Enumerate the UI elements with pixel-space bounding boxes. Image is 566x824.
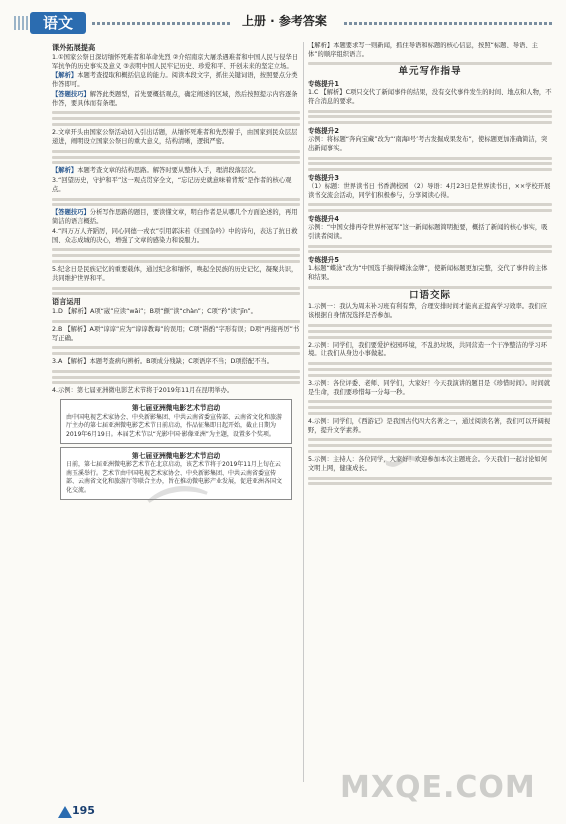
exercise-label: 专练提升2 (308, 127, 339, 136)
page-header (14, 10, 554, 36)
answer-paragraph: 5.纪念日是民族记忆的重要载体，通过纪念和缅怀，唤起全民族的历史记忆，凝聚共识，共同维护世界和平。 (52, 266, 298, 282)
page-number-triangle-icon (58, 806, 72, 818)
answer-paragraph: 1.C 【解析】C项只交代了新闻事件的结果，没有交代事件发生的时间、地点和人物，不符合消息的要求。 (308, 89, 552, 105)
analysis-paragraph: 【解析】本题要求写一则新闻，抓住导语和标题的核心信息，按照“标题、导语、主体”的顺序组织语言。 (308, 42, 538, 58)
answer-paragraph: 5.示例：主持人：各位同学，大家好！欢迎参加本次主题班会。今天我们一起讨论如何文明上网，健康成长。 (308, 456, 547, 472)
blurred-text-line (52, 376, 300, 379)
tip-tag: 【答题技巧】 (52, 209, 90, 217)
tip-text: 分析写作思路的题目，要读懂文章，明白作者是从哪几个方面论述的，再用简洁的语言概括。 (52, 209, 298, 226)
answer-paragraph: （1）标题：世界读书日 书香满校园 （2）导语：4月23日是世界读书日，××学校开展读书交流会活动，同学们积极参与，分享阅读心得。 (308, 182, 551, 199)
blurred-text-line (308, 168, 552, 171)
section-title-oral: 口语交际 (408, 289, 451, 301)
answer-paragraph: 4.示例：同学们，《西游记》是我国古代四大名著之一，通过阅读名著，我们可以开阔视野，提升文学素养。 (308, 417, 551, 434)
header-stripes-decoration (14, 16, 28, 30)
news-box-text: 日前，第七届亚洲微电影艺术节在北京启动，该艺术节将于2019年11月上旬在云南玉溪举行。艺术节由中国电视艺术家协会、中央新影集团、中共云南省委宣传部、云南省文化和旅游厅等联合主办，旨在推动微电影产业发展，促进亚洲各国文化交流。 (66, 461, 283, 494)
header-divider-left (92, 22, 232, 25)
blurred-text-line (308, 406, 552, 409)
exercise-label: 专练提升3 (308, 174, 339, 183)
blurred-text-line (308, 209, 552, 212)
subject-logo: 语文 (30, 12, 86, 34)
blurred-text-line (308, 438, 552, 441)
blurred-text-line (308, 115, 552, 118)
blurred-text-line (308, 477, 552, 480)
blurred-text-line (52, 203, 300, 206)
blurred-text-line (52, 381, 300, 384)
answer-paragraph: 3.A 【解析】本题考查病句辨析。B项成分残缺；C项语序不当；D项搭配不当。 (52, 358, 274, 366)
section-title-writing: 单元写作指导 (398, 66, 462, 78)
analysis-text: 本题考查文章的结构思路。解答时要从整体入手，理清段落层次。 (77, 167, 260, 175)
news-box-text: 由中国电视艺术家协会、中央新影集团、中共云南省委宣传部、云南省文化和旅游厅主办的第七届亚洲微电影艺术节日前启动，作品征集即日起开始，截止日期为2019年6月19日。本届艺术节以“光影中国·影像亚洲”为主题，设置多个奖项。 (66, 413, 283, 438)
blurred-text-line (52, 287, 300, 290)
blurred-text-line (52, 346, 300, 349)
blurred-text-line (308, 157, 552, 160)
header-divider-right (344, 22, 554, 25)
blurred-text-line (308, 324, 552, 327)
answer-paragraph: 3.示例：各位评委、老师、同学们，大家好！今天我演讲的题目是《珍惜时间》。时间就是生命，我们要珍惜每一分每一秒。 (308, 379, 551, 396)
blurred-text-line (308, 412, 552, 415)
blurred-text-line (308, 245, 552, 248)
news-sample-box-1 (60, 399, 292, 443)
exercise-label: 专练提升4 (308, 215, 339, 224)
blurred-text-line (52, 123, 300, 126)
left-column (52, 42, 300, 792)
blurred-text-line (308, 482, 552, 485)
tip-tag: 【答题技巧】 (52, 90, 90, 98)
right-column (308, 42, 552, 787)
blurred-text-line (52, 352, 300, 355)
exercise-label: 专练提升5 (308, 256, 339, 265)
blurred-text-line (308, 368, 552, 371)
column-divider (303, 42, 304, 782)
section-title-extension: 课外拓展提高 (52, 43, 96, 52)
answer-paragraph: 1.标题“蝶泳”改为“中国选手摘得蝶泳金牌”，使新闻标题更加完整，交代了事件的主体和结果。 (308, 265, 548, 281)
site-watermark: MXQE.COM (340, 770, 536, 805)
exercise-label: 专练提升1 (308, 80, 339, 89)
answer-paragraph: 1.①国家公祭日深切缅怀死难者和革命先烈 ②介绍南京大屠杀遇难者和中国人民与侵华日军抗争的历史事实及意义 ③表明中国人民牢记历史、珍爱和平、开创未来的坚定立场。 (52, 53, 298, 70)
blurred-text-line (308, 330, 552, 333)
blurred-text-line (308, 121, 552, 124)
blurred-text-line (52, 117, 300, 120)
answer-paragraph: 2.示例：同学们，我们要爱护校园环境，不乱扔垃圾，共同营造一个干净整洁的学习环境。让我们从身边小事做起。 (308, 341, 547, 358)
page-number: 195 (72, 804, 95, 817)
handwritten-mark: ⌒ (146, 479, 216, 557)
answer-paragraph: 示例：“中国女排再夺世界杯冠军”这一新闻标题简明扼要，概括了新闻的核心事实，吸引读者阅读。 (308, 224, 548, 240)
blurred-text-line (308, 400, 552, 403)
blurred-text-line (308, 362, 552, 365)
tip-paragraph (52, 209, 300, 227)
blurred-text-line (52, 111, 300, 114)
header-title: 上册 · 参考答案 (242, 14, 327, 28)
blurred-text-line (308, 336, 552, 339)
blurred-text-line (308, 110, 552, 113)
answer-paragraph: 4.“四万万人齐蹈厉，同心同德一戎衣”引用郭沫若《归国杂吟》中的诗句，表达了抗日救国、众志成城的决心，增强了文章的感染力和说服力。 (52, 227, 298, 244)
answer-paragraph: 4.示例：第七届亚洲微电影艺术节将于2019年11月在昆明举办。 (52, 387, 234, 395)
blurred-text-line (308, 162, 552, 165)
blurred-text-line (308, 374, 552, 377)
analysis-tag: 【解析】 (52, 167, 78, 175)
blurred-text-line (52, 370, 300, 373)
blurred-text-line (52, 292, 300, 295)
blurred-text-line (52, 260, 300, 263)
analysis-paragraph (52, 167, 300, 176)
answer-paragraph: 2.B 【解析】A项“谆谆”应为“谆谆教诲”的误用；C项“斟酌”字形有误；D项“再接再厉”书写正确。 (52, 325, 300, 342)
blurred-text-line (52, 156, 300, 159)
blurred-text-line (52, 254, 300, 257)
blurred-text-line (52, 150, 300, 153)
answer-paragraph: 3.“回望历史，守护和平”这一观点贯穿全文，“忘记历史就意味着背叛”是作者的核心观点。 (52, 177, 292, 193)
blurred-text-line (52, 248, 300, 251)
blurred-text-line (308, 203, 552, 206)
analysis-paragraph (52, 72, 300, 90)
section-title-language: 语言运用 (52, 297, 81, 307)
news-box-title: 第七届亚洲微电影艺术节启动 (131, 404, 221, 413)
answer-paragraph: 示例：将标题“奔向宝藏”改为“‘南海Ⅰ号’考古发掘成果发布”，使标题更加准确简洁，突出新闻事实。 (308, 136, 548, 152)
blurred-text-line (52, 320, 300, 323)
blurred-text-line (308, 250, 552, 253)
analysis-text: 本题考查提取和概括信息的能力。阅读本段文字，抓住关键词语，按照要点分类作答即可。 (52, 72, 298, 89)
blurred-text-line (52, 161, 300, 164)
analysis-tag: 【解析】 (52, 72, 78, 80)
tip-text: 解答此类题型，首先要概括观点，确定阐述的区域，然后按照提示内容逐条作答，要具体而有条理。 (52, 90, 298, 107)
answer-paragraph: 1.D 【解析】A项“崴”应读“wǎi”；B项“颤”读“chàn”；C项“矜”读“jīn”。 (52, 308, 257, 316)
blurred-text-line (308, 450, 552, 453)
answer-paragraph: 1.示例一：我认为周末补习班有利有弊，合理安排时间才能真正提高学习效率。我们应该根据自身情况选择是否参加。 (308, 303, 547, 320)
blurred-text-line (308, 286, 552, 289)
tip-paragraph (52, 91, 300, 109)
blurred-text-line (308, 444, 552, 447)
blurred-text-line (52, 198, 300, 201)
handwritten-mark: ∽ (374, 426, 428, 493)
news-box-title: 第七届亚洲微电影艺术节启动 (131, 451, 221, 460)
answer-paragraph: 2.文章开头由国家公祭活动切入引出话题，从缅怀死难者和先烈着手，由国家到民众层层递进，阐明设立国家公祭日的重大意义，结构清晰，逻辑严密。 (52, 129, 298, 145)
